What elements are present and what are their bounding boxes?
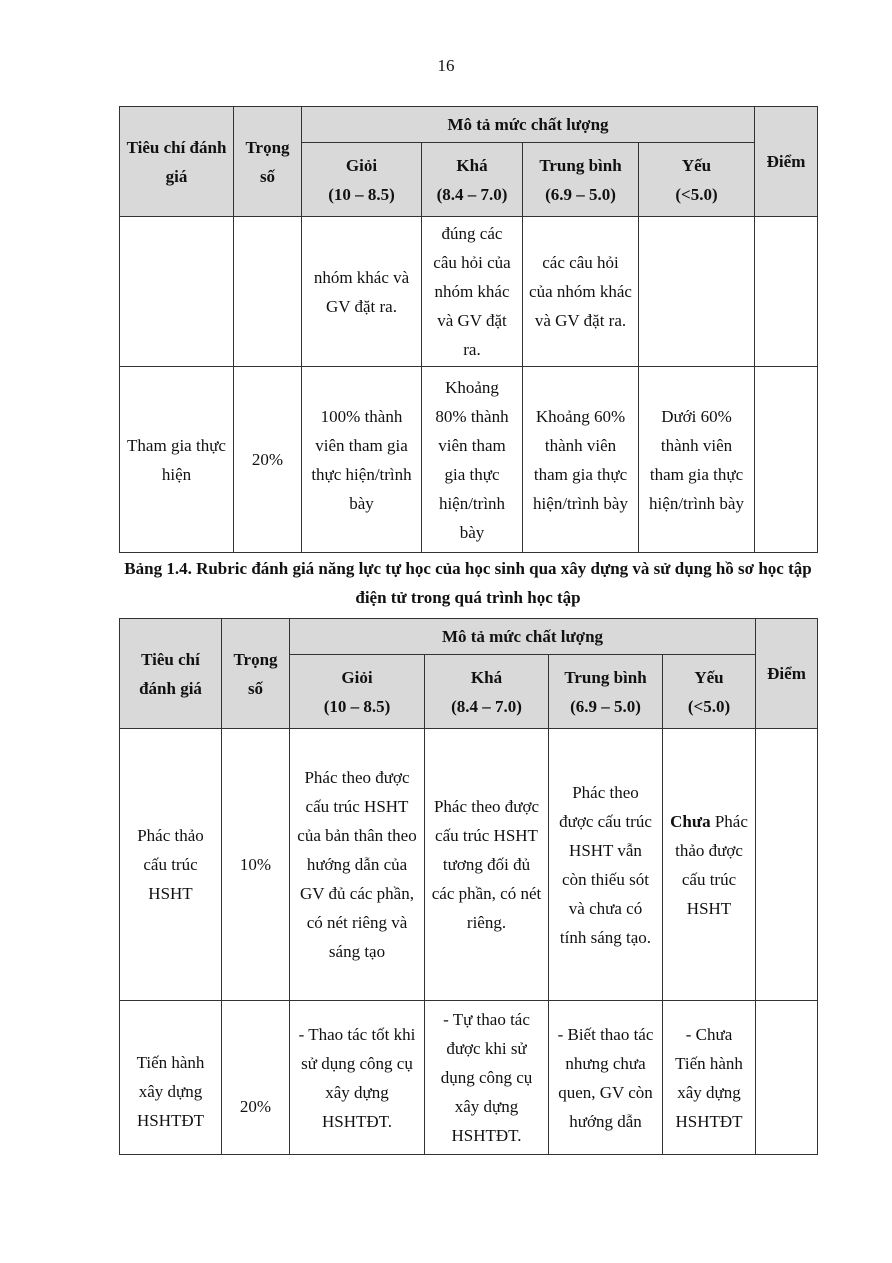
header-score: Điểm — [755, 107, 818, 217]
header-criteria: Tiêu chí đánh giá — [120, 107, 234, 217]
cell-score — [755, 367, 818, 553]
cell-kha: - Tự thao tác được khi sử dụng công cụ xây dựng HSHTĐT. — [425, 1001, 549, 1155]
cell-score — [756, 729, 818, 1001]
header-level-kha: Khá (8.4 – 7.0) — [422, 143, 523, 217]
header-criteria: Tiêu chí đánh giá — [120, 619, 222, 729]
header-level-gioi: Giỏi (10 – 8.5) — [302, 143, 422, 217]
header-level-trung-binh: Trung bình (6.9 – 5.0) — [523, 143, 639, 217]
cell-score — [756, 1001, 818, 1155]
header-quality-description: Mô tả mức chất lượng — [302, 107, 755, 143]
cell-yeu-text: Phác thảo được cấu trúc HSHT — [675, 811, 748, 918]
cell-criteria — [120, 217, 234, 367]
cell-yeu: Dưới 60% thành viên tham gia thực hiện/trình bày — [639, 367, 755, 553]
cell-gioi: nhóm khác và GV đặt ra. — [302, 217, 422, 367]
page-number: 16 — [437, 56, 455, 75]
cell-gioi: - Thao tác tốt khi sử dụng công cụ xây dựng HSHTĐT. — [290, 1001, 425, 1155]
cell-trung-binh: Khoảng 60% thành viên tham gia thực hiện/trình bày — [523, 367, 639, 553]
header-level-yeu: Yếu (<5.0) — [663, 655, 756, 729]
cell-gioi: Phác theo được cấu trúc HSHT của bản thân theo hướng dẫn của GV đủ các phần, có nét riêng và sáng tạo — [290, 729, 425, 1001]
header-score: Điểm — [756, 619, 818, 729]
cell-yeu: - Chưa Tiến hành xây dựng HSHTĐT — [663, 1001, 756, 1155]
header-quality-description: Mô tả mức chất lượng — [290, 619, 756, 655]
header-level-trung-binh: Trung bình (6.9 – 5.0) — [549, 655, 663, 729]
cell-trung-binh: Phác theo được cấu trúc HSHT vẫn còn thiếu sót và chưa có tính sáng tạo. — [549, 729, 663, 1001]
cell-yeu-bold: Chưa — [670, 811, 711, 831]
cell-criteria: Phác thảo cấu trúc HSHT — [120, 729, 222, 1001]
cell-weight — [234, 217, 302, 367]
table-row — [120, 217, 818, 367]
cell-kha: đúng các câu hỏi của nhóm khác và GV đặt ra. — [422, 217, 523, 367]
cell-yeu — [663, 729, 756, 1001]
cell-weight: 10% — [222, 729, 290, 1001]
rubric-table-self-study — [119, 618, 818, 1155]
cell-trung-binh: các câu hỏi của nhóm khác và GV đặt ra. — [523, 217, 639, 367]
header-level-kha: Khá (8.4 – 7.0) — [425, 655, 549, 729]
cell-yeu — [639, 217, 755, 367]
cell-criteria: Tiến hành xây dựng HSHTĐT — [120, 1001, 222, 1155]
cell-gioi: 100% thành viên tham gia thực hiện/trình bày — [302, 367, 422, 553]
rubric-table-continued — [119, 106, 818, 553]
header-weight: Trọng số — [234, 107, 302, 217]
cell-weight: 20% — [222, 1001, 290, 1155]
cell-weight: 20% — [234, 367, 302, 553]
header-level-gioi: Giỏi (10 – 8.5) — [290, 655, 425, 729]
cell-kha: Khoảng 80% thành viên tham gia thực hiện/trình bày — [422, 367, 523, 553]
cell-score — [755, 217, 818, 367]
table-row — [120, 1001, 818, 1155]
header-level-yeu: Yếu (<5.0) — [639, 143, 755, 217]
cell-trung-binh: - Biết thao tác nhưng chưa quen, GV còn hướng dẫn — [549, 1001, 663, 1155]
table-row — [120, 367, 818, 553]
table-row — [120, 729, 818, 1001]
cell-criteria: Tham gia thực hiện — [120, 367, 234, 553]
table-caption: Bảng 1.4. Rubric đánh giá năng lực tự học của học sinh qua xây dựng và sử dụng hồ sơ học tập điện tử trong quá trình học tập — [124, 559, 812, 607]
cell-kha: Phác theo được cấu trúc HSHT tương đối đủ các phần, có nét riêng. — [425, 729, 549, 1001]
header-weight: Trọng số — [222, 619, 290, 729]
